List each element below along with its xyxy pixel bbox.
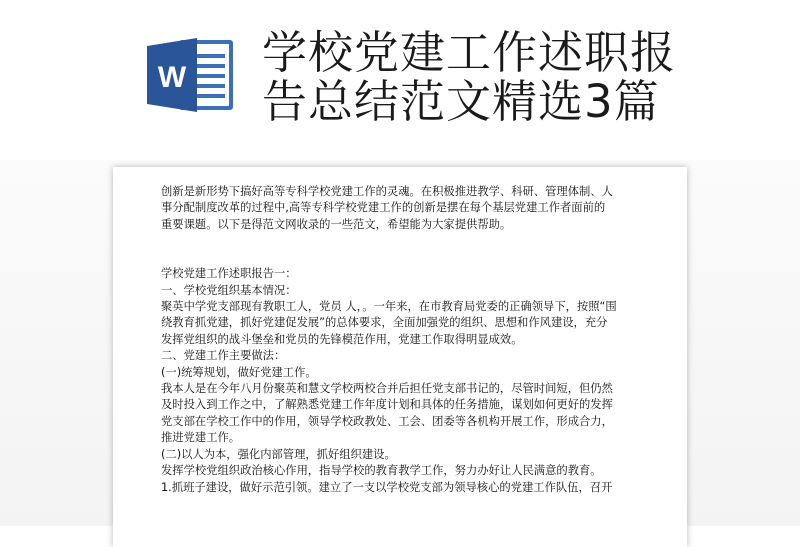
body-line: 党支部在学校工作中的作用，领导学校政教处、工会、团委等各机构开展工作，形成合力，: [161, 414, 613, 428]
body-line: 推进党建工作。: [161, 431, 241, 445]
title-line: 告总结范文精选3篇: [262, 75, 660, 128]
body-line: 聚英中学党支部现有教职工人，党员 人，。一年来，在市教育局党委的正确领导下，按照“围: [161, 300, 617, 314]
document-page: [113, 167, 687, 547]
header: [0, 0, 800, 160]
document-content: [161, 184, 649, 496]
word-document-icon: [145, 34, 237, 116]
word-icon-letter: W: [157, 61, 187, 94]
section-heading: 一、学校党组织基本情况：: [161, 283, 297, 297]
body-line: 及时投入到工作之中，了解熟悉党建工作年度计划和具体的任务措施，谋划如何更好的发挥: [161, 398, 613, 412]
body-line: 1.抓班子建设，做好示范引领。建立了一支以学校党支部为领导核心的党建工作队伍，召开: [161, 480, 613, 494]
section-heading: 学校党建工作述职报告一：: [161, 267, 297, 281]
paragraph-gap: [161, 233, 649, 266]
body-line: 发挥党组织的战斗堡垒和党员的先锋模范作用，党建工作取得明显成效。: [161, 332, 523, 346]
intro-line: 事分配制度改革的过程中,高等专科学校党建工作的创新是摆在每个基层党建工作者面前的: [161, 201, 606, 215]
title-line: 学校党建工作述职报: [262, 26, 677, 79]
body-line: 绕教育抓党建，抓好党建促发展”的总体要求，全面加强党的组织、思想和作风建设，充分: [161, 316, 608, 330]
intro-line: 重要课题。以下是得范文网收录的一些范文，希望能为大家提供帮助。: [161, 217, 512, 231]
intro-line: 创新是新形势下搞好高等专科学校党建工作的灵魂。在积极推进教学、科研、管理体制、人: [161, 185, 613, 198]
body-line: 发挥学校党组织政治核心作用，指导学校的教育教学工作，努力办好让人民满意的教育。: [161, 464, 602, 478]
section-heading: 二、党建工作主要做法：: [161, 349, 286, 363]
subsection-heading: (二)以人为本，强化内部管理，抓好组织建设。: [161, 447, 396, 461]
page-title: [262, 28, 782, 126]
subsection-heading: (一)统筹规划，做好党建工作。: [161, 365, 317, 379]
body-line: 我本人是在今年八月份聚英和慧文学校两校合并后担任党支部书记的，尽管时间短，但仍然: [161, 382, 613, 396]
